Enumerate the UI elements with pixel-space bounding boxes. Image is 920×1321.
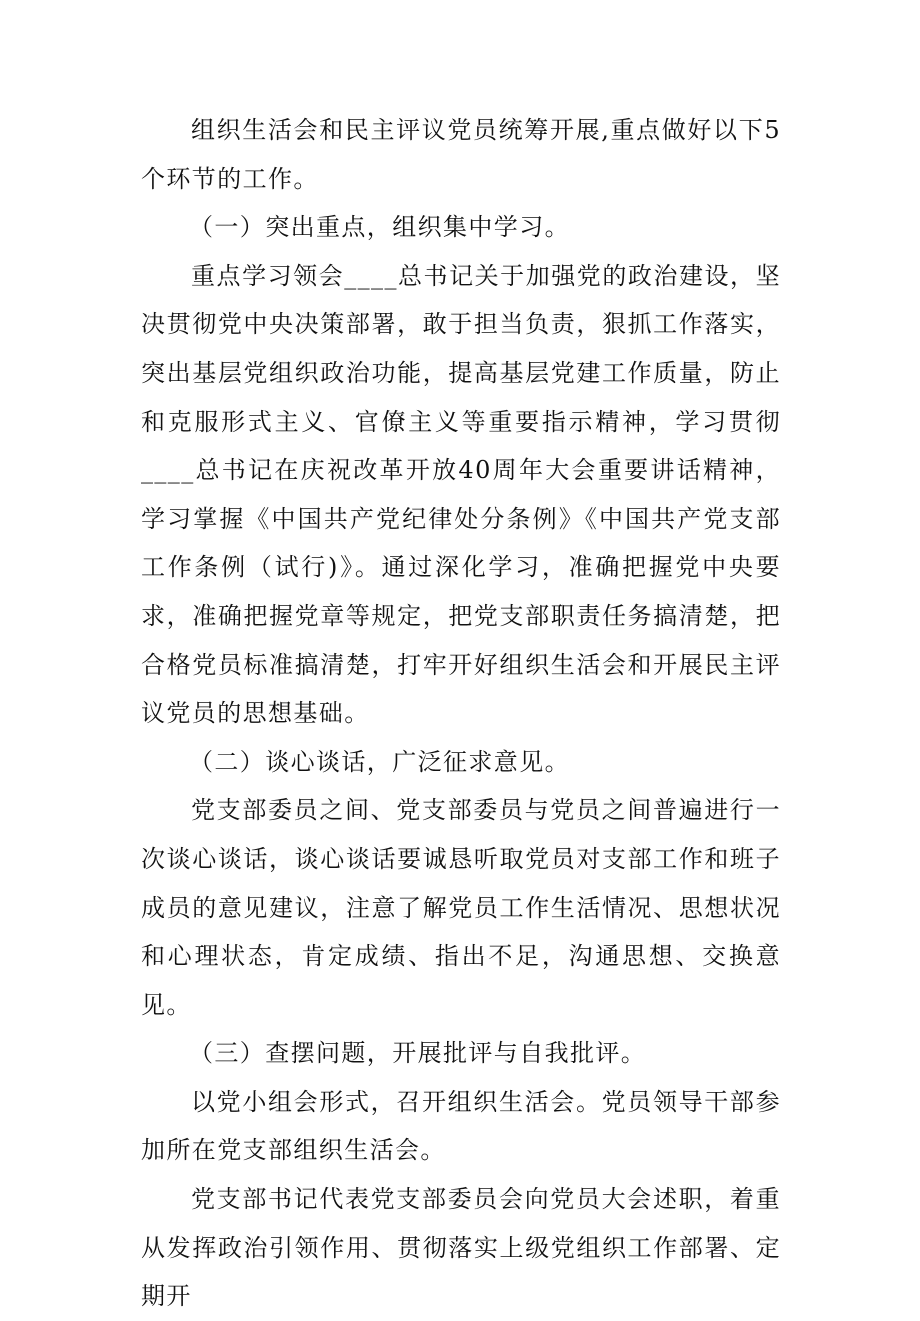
paragraph-meeting: 以党小组会形式，召开组织生活会。党员领导干部参加所在党支部组织生活会。	[141, 1087, 781, 1165]
section-heading-2: （二）谈心谈话，广泛征求意见。	[189, 747, 570, 776]
paragraph-study: 重点学习领会____总书记关于加强党的政治建设，坚决贯彻党中央决策部署，敢于担当负责，狠抓工作落实，突出基层党组织政治功能，提高基层党建工作质量，防止和克服形式主义、官僚主义等重要指示精神，学习贯彻____总书记在庆祝改革开放40周年大会重要讲话精神，学习掌握《中国共产党纪律处分条例》《中国共产党支部工作条例（试行)》。通过深化学习，准确把握党中央要求，准确把握党章等规定，把党支部职责任务搞清楚，把合格党员标准搞清楚，打牢开好组织生活会和开展民主评议党员的思想基础。	[141, 261, 781, 728]
section-heading-1: （一）突出重点，组织集中学习。	[189, 213, 570, 242]
paragraph-talks: 党支部委员之间、党支部委员与党员之间普遍进行一次谈心谈话，谈心谈话要诚恳听取党员对支部工作和班子成员的意见建议，注意了解党员工作生活情况、思想状况和心理状态，肯定成绩、指出不足，沟通思想、交换意见。	[141, 796, 781, 1019]
paragraph-intro: 组织生活会和民主评议党员统筹开展,重点做好以下5个环节的工作。	[141, 116, 781, 193]
paragraph-secretary-report: 党支部书记代表党支部委员会向党员大会述职，着重从发挥政治引领作用、贯彻落实上级党组织工作部署、定期开	[141, 1185, 781, 1311]
document-body	[141, 106, 781, 1321]
section-heading-3: （三）查摆问题，开展批评与自我批评。	[189, 1039, 647, 1068]
